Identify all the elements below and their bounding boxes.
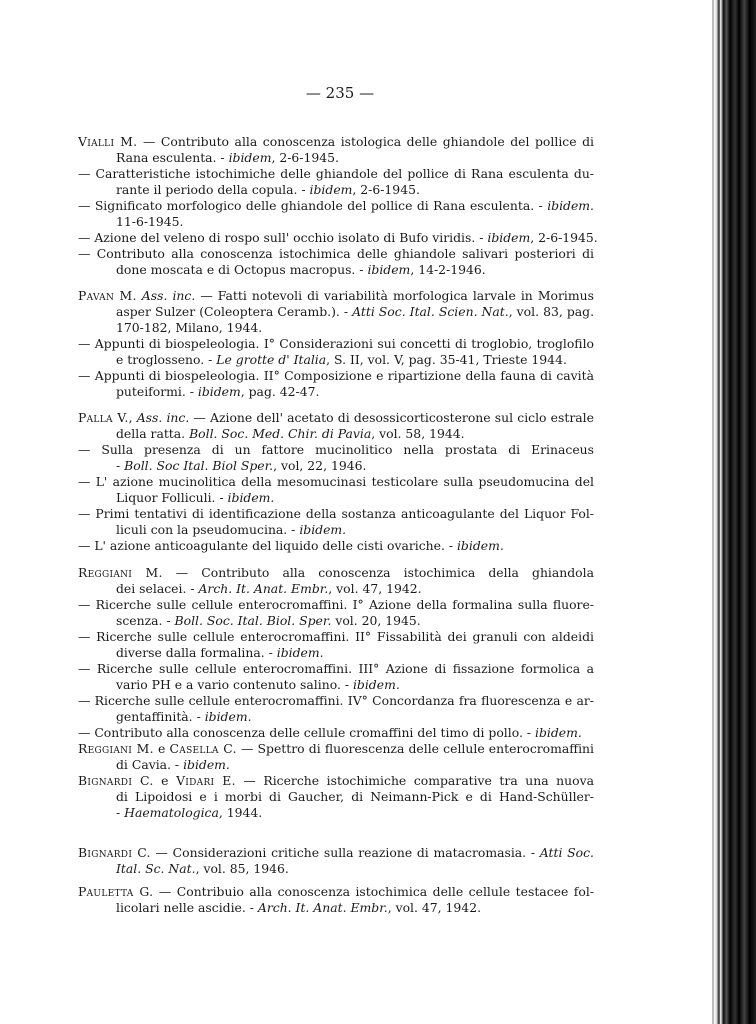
entry-text: e (153, 741, 170, 756)
entry-text: — Appunti di biospeleologia. I° Considerazioni sui concetti di troglobio, troglofilo (78, 336, 594, 351)
entry-text: vario PH e a vario contenuto salino. - (116, 677, 353, 692)
entry-text: — Ricerche sulle cellule enterocromaffini. IV° Concordanza fra fluorescenza e ar- (78, 693, 594, 708)
entry-text: di Cavia. - (116, 757, 184, 772)
entry-text: - (116, 458, 125, 473)
entry-text: — Caratteristiche istochimiche delle ghiandole del pollice di Rana esculenta du- (78, 166, 594, 181)
entry-line (78, 410, 594, 426)
bibliography-entry (78, 629, 594, 661)
author-name: Bignardi C. (78, 773, 154, 788)
entry-text: — Contribuio alla conoscenza istochimica delle cellule testacee fol- (153, 884, 594, 899)
entry-text: e troglosseno. - (116, 352, 217, 367)
entry-text: puteiformi. - (116, 384, 198, 399)
entry-line (78, 288, 594, 304)
entry-text: done moscata e di Octopus macropus. - (116, 262, 368, 277)
entry-text: gentaffinità. - (116, 709, 205, 724)
journal-title: Ass. inc. (136, 410, 190, 425)
bibliography-group-bignardi (78, 845, 594, 877)
entry-line (116, 458, 594, 474)
entry-line (78, 198, 594, 214)
bibliography-entry (78, 134, 594, 166)
entry-text: — Contributo alla conoscenza delle cellule cromaffini del timo di pollo. - (78, 725, 535, 740)
entry-text: , pag. 42-47. (240, 384, 320, 399)
entry-line (78, 474, 594, 490)
bibliography-entry (78, 230, 598, 246)
entry-line (78, 246, 594, 262)
entry-text: asper Sulzer (Coleoptera Ceramb.). - (116, 304, 353, 319)
entry-line (78, 134, 594, 150)
journal-title: ibidem. (204, 709, 252, 724)
journal-title: ibidem. (183, 757, 230, 772)
bibliography-entry (78, 725, 594, 741)
entry-text: e (153, 773, 177, 788)
entry-line (78, 368, 594, 384)
entry-line (78, 629, 594, 645)
author-name: Reggiani M. (78, 741, 154, 756)
bibliography-entry (78, 198, 594, 230)
entry-text: della ratta. (116, 426, 190, 441)
entry-text: , vol. 85, 1946. (195, 861, 289, 876)
journal-title: ibidem. (534, 725, 582, 740)
entry-line (78, 506, 594, 522)
bibliography-entry (78, 410, 594, 442)
entry-text: liculi con la pseudomucina. - (116, 522, 300, 537)
journal-title: Boll. Soc. Med. Chir. di Pavia (189, 426, 372, 441)
entry-line (78, 773, 594, 789)
entry-line (116, 581, 594, 597)
book-binding-shadow (714, 0, 756, 1024)
bibliography-entry (78, 741, 594, 773)
journal-title: Arch. It. Anat. Embr. (257, 900, 388, 915)
bibliography-entry (78, 538, 594, 554)
entry-text: — Considerazioni critiche sulla reazione di matacromasia. - (150, 845, 540, 860)
entry-text: , 2-6-1945. (271, 150, 339, 165)
entry-text: , 1944. (218, 805, 263, 820)
entry-line (78, 230, 598, 246)
entry-text: — Sulla presenza di un fattore mucinolitico nella prostata di Erinaceus (78, 442, 594, 457)
bibliography-group-palla (78, 410, 594, 554)
entry-text: 170-182, Milano, 1944. (116, 320, 263, 335)
entry-line (78, 565, 594, 581)
bibliography-entry (78, 661, 594, 693)
entry-text: , vol. 83, pag. (508, 304, 594, 319)
entry-line (116, 214, 594, 230)
author-name: Bignardi C. (78, 845, 151, 860)
entry-line (116, 262, 594, 278)
entry-text: — Ricerche sulle cellule enterocromaffini. I° Azione della formalina sulla fluore- (78, 597, 594, 612)
entry-text: — Appunti di biospeleologia. II° Composizione e ripartizione della fauna di cavità (78, 368, 594, 383)
bibliography-entry (78, 506, 594, 538)
entry-line (116, 789, 594, 805)
journal-title: Le grotte d' Italia (216, 352, 327, 367)
entry-line (116, 861, 594, 877)
entry-line (78, 597, 594, 613)
author-name: Palla V. (78, 410, 129, 425)
entry-text: — Contributo alla conoscenza istochimica delle ghiandole salivari posteriori di (78, 246, 594, 261)
entry-text: — Azione dell' acetato di desossicorticosterone sul ciclo estrale (189, 410, 594, 425)
journal-title: ibidem. (276, 645, 324, 660)
journal-title: ibidem (309, 182, 353, 197)
entry-text: Liquor Folliculi. - (116, 490, 228, 505)
journal-title: Atti Soc. Ital. Scien. Nat. (352, 304, 509, 319)
entry-text: scenza. - (116, 613, 175, 628)
author-name: Vidari E. (176, 773, 236, 788)
author-name: Pauletta G. (78, 884, 154, 899)
entry-line (78, 336, 594, 352)
entry-text: — Ricerche sulle cellule enterocromaffini. II° Fissabilità dei granuli con aldeidi (78, 629, 594, 644)
entry-text: vol. 20, 1945. (331, 613, 421, 628)
entry-line (78, 845, 594, 861)
entry-text: — Significato morfologico delle ghiandole del pollice di Rana esculenta. - (78, 198, 548, 213)
entry-text: — Ricerche sulle cellule enterocromaffini. III° Azione di fissazione formolica a (78, 661, 594, 676)
bibliography-entry (78, 693, 594, 725)
entry-line (78, 741, 594, 757)
entry-line (116, 757, 594, 773)
entry-line (78, 166, 594, 182)
bibliography-group-reggiani (78, 565, 594, 821)
entry-text: , S. II, vol. V, pag. 35-41, Trieste 1944. (326, 352, 567, 367)
bibliography-group-vialli (78, 134, 598, 278)
journal-title: ibidem (487, 230, 531, 245)
entry-line (116, 645, 594, 661)
entry-line (78, 442, 594, 458)
entry-text: — Contributo alla conoscenza istologica delle ghiandole del pollice di (137, 134, 594, 149)
journal-title: ibidem. (456, 538, 504, 553)
journal-title: ibidem. (299, 522, 347, 537)
entry-text: di Lipoidosi e i morbi di Gaucher, di Neimann-Pick e di Hand-Schüller- (116, 789, 594, 804)
author-name: Pavan M. (78, 288, 137, 303)
journal-title: ibidem (228, 150, 272, 165)
bibliography-entry (78, 845, 594, 877)
entry-text: , vol, 22, 1946. (273, 458, 367, 473)
entry-line (78, 661, 594, 677)
entry-line (116, 426, 594, 442)
author-name: Casella C. (169, 741, 237, 756)
bibliography-entry (78, 166, 594, 198)
entry-text: dei selacei. - (116, 581, 199, 596)
entry-text: — Contributo alla conoscenza istochimica della ghiandola (175, 565, 594, 580)
bibliography-entry (78, 246, 594, 278)
journal-title: Haematologica (124, 805, 219, 820)
entry-text: — Ricerche istochimiche comparative tra una nuova (243, 773, 594, 788)
entry-text: — Fatti notevoli di variabilità morfologica larvale in Morimus (195, 288, 594, 303)
entry-line (116, 384, 594, 400)
entry-text: rante il periodo della copula. - (116, 182, 310, 197)
entry-line (78, 693, 594, 709)
entry-line (116, 677, 594, 693)
entry-line (116, 182, 594, 198)
entry-text: , 2-6-1945. (352, 182, 420, 197)
bibliography-entry (78, 565, 594, 597)
entry-line (116, 320, 594, 336)
journal-title: Boll. Soc. Ital. Biol. Sper. (174, 613, 332, 628)
entry-line (116, 613, 594, 629)
entry-text: Rana esculenta. - (116, 150, 229, 165)
author-name: Vialli M. (78, 134, 138, 149)
entry-line (116, 900, 594, 916)
bibliography-entry (78, 368, 594, 400)
journal-title: Ital. Sc. Nat. (116, 861, 196, 876)
entry-line (116, 150, 594, 166)
bibliography-entry (78, 597, 594, 629)
bibliography-group-pauletta (78, 884, 594, 916)
entry-text: , vol. 47, 1942. (387, 900, 482, 915)
bibliography-entry (78, 884, 594, 916)
entry-line (116, 709, 594, 725)
entry-text: , vol. 47, 1942. (328, 581, 422, 596)
entry-text: — L' azione anticoagulante del liquido delle cisti ovariche. - (78, 538, 457, 553)
entry-text: — Azione del veleno di rospo sull' occhio isolato di Bufo viridis. - (78, 230, 488, 245)
entry-line (116, 490, 594, 506)
entry-line (78, 725, 594, 741)
entry-line (78, 884, 594, 900)
bibliography-entry (78, 336, 594, 368)
entry-text: diverse dalla formalina. - (116, 645, 277, 660)
bibliography-entry (78, 288, 594, 336)
bibliography-entry (78, 442, 594, 474)
entry-text: 11-6-1945. (116, 214, 184, 229)
entry-text: , 14-2-1946. (410, 262, 486, 277)
journal-title: ibidem. (547, 198, 594, 213)
journal-title: Arch. It. Anat. Embr. (198, 581, 329, 596)
entry-text: — Primi tentativi di identificazione della sostanza anticoagulante del Liquor Fol- (78, 506, 594, 521)
entry-line (116, 522, 594, 538)
entry-text: - (116, 805, 125, 820)
journal-title: Boll. Soc Ital. Biol Sper. (124, 458, 274, 473)
page-number: — 235 — (305, 84, 375, 102)
journal-title: ibidem (367, 262, 411, 277)
journal-title: ibidem. (227, 490, 275, 505)
entry-text: , 2-6-1945. (530, 230, 598, 245)
entry-text: — Spettro di fluorescenza delle cellule enterocromaffini (236, 741, 594, 756)
entry-line (78, 538, 594, 554)
journal-title: ibidem. (352, 677, 400, 692)
entry-text: licolari nelle ascidie. - (116, 900, 258, 915)
journal-title: ibidem (197, 384, 241, 399)
entry-line (116, 304, 594, 320)
bibliography-entry (78, 474, 594, 506)
bibliography-entry (78, 773, 594, 821)
entry-line (116, 805, 594, 821)
entry-text: , vol. 58, 1944. (371, 426, 465, 441)
author-name: Reggiani M. (78, 565, 163, 580)
entry-text: , (128, 410, 137, 425)
entry-text: — L' azione mucinolitica della mesomucinasi testicolare sulla pseudomucina del (78, 474, 594, 489)
journal-title: Atti Soc. (539, 845, 594, 860)
journal-title: Ass. inc. (141, 288, 196, 303)
entry-line (116, 352, 594, 368)
bibliography-group-pavan (78, 288, 594, 400)
